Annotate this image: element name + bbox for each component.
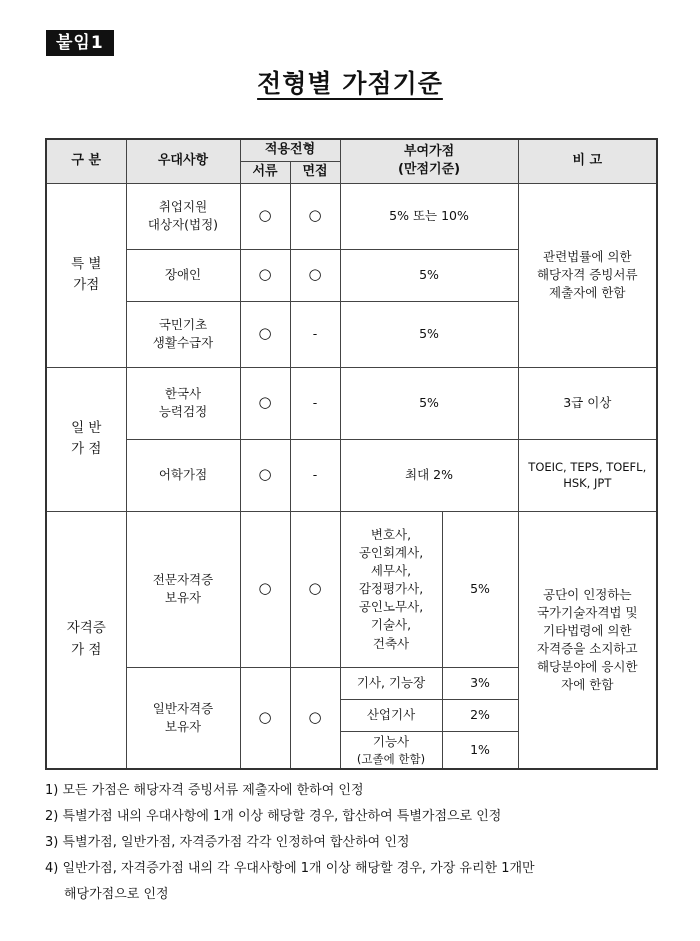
preference-cell: 국민기초 생활수급자: [126, 301, 240, 367]
points-cell: 1%: [442, 731, 518, 769]
preference-cell: 취업지원 대상자(법정): [126, 183, 240, 249]
header-category: 구 분: [46, 139, 126, 183]
page-title: 전형별 가점기준: [257, 69, 443, 98]
header-doc: 서류: [240, 161, 290, 183]
interview-mark: ○: [290, 249, 340, 301]
points-cell: 5%: [340, 301, 518, 367]
category-general: 일 반 가 점: [46, 367, 126, 511]
doc-mark: ○: [240, 367, 290, 439]
category-special: 특 별 가점: [46, 183, 126, 367]
header-points: 부여가점 (만점기준): [340, 139, 518, 183]
interview-mark: -: [290, 439, 340, 511]
license-name: 기능사 (고졸에 한함): [340, 731, 442, 769]
interview-mark: ○: [290, 667, 340, 769]
points-cell: 5% 또는 10%: [340, 183, 518, 249]
interview-mark: ○: [290, 511, 340, 667]
interview-mark: ○: [290, 183, 340, 249]
table-row: [46, 367, 657, 439]
doc-mark: ○: [240, 511, 290, 667]
doc-mark: ○: [240, 183, 290, 249]
table-row: [46, 439, 657, 511]
points-cell: 2%: [442, 699, 518, 731]
remark-cell: 관련법률에 의한 해당자격 증빙서류 제출자에 한함: [518, 183, 657, 367]
interview-mark: -: [290, 367, 340, 439]
remark-cell: 3급 이상: [518, 367, 657, 439]
interview-mark: -: [290, 301, 340, 367]
points-cell: 최대 2%: [340, 439, 518, 511]
note-item: 3) 특별가점, 일반가점, 자격증가점 각각 인정하여 합산하여 인정: [45, 835, 410, 850]
points-cell: 5%: [340, 367, 518, 439]
doc-mark: ○: [240, 249, 290, 301]
note-item: 2) 특별가점 내의 우대사항에 1개 이상 해당할 경우, 합산하여 특별가점으로 인정: [45, 809, 502, 824]
category-license: 자격증 가 점: [46, 511, 126, 769]
preference-cell: 전문자격증 보유자: [126, 511, 240, 667]
notes-list: [45, 778, 665, 908]
doc-mark: ○: [240, 439, 290, 511]
header-remarks: 비 고: [518, 139, 657, 183]
remark-cell: 공단이 인정하는 국가기술자격법 및 기타법령에 의한 자격증을 소지하고 해당분야에 응시한 자에 한함: [518, 511, 657, 769]
table-row: [46, 511, 657, 667]
preference-cell: 어학가점: [126, 439, 240, 511]
points-cell: 5%: [442, 511, 518, 667]
header-apply: 적용전형: [240, 139, 340, 161]
note-item: 4) 일반가점, 자격증가점 내의 각 우대사항에 1개 이상 해당할 경우, 가장 유리한 1개만: [45, 861, 535, 876]
license-name: 산업기사: [340, 699, 442, 731]
note-item: 해당가점으로 인정: [64, 887, 169, 902]
doc-mark: ○: [240, 667, 290, 769]
header-interview: 면접: [290, 161, 340, 183]
points-cell: 3%: [442, 667, 518, 699]
attachment-badge: 붙임1: [46, 30, 114, 56]
preference-cell: 일반자격증 보유자: [126, 667, 240, 769]
pro-license-list: 변호사, 공인회계사, 세무사, 감정평가사, 공인노무사, 기술사, 건축사: [340, 511, 442, 667]
table-row: [46, 183, 657, 249]
header-preference: 우대사항: [126, 139, 240, 183]
preference-cell: 한국사 능력검정: [126, 367, 240, 439]
note-item: 1) 모든 가점은 해당자격 증빙서류 제출자에 한하여 인정: [45, 783, 364, 798]
points-cell: 5%: [340, 249, 518, 301]
license-name: 기사, 기능장: [340, 667, 442, 699]
remark-cell: TOEIC, TEPS, TOEFL, HSK, JPT: [518, 439, 657, 511]
bonus-criteria-table: [45, 138, 658, 770]
doc-mark: ○: [240, 301, 290, 367]
preference-cell: 장애인: [126, 249, 240, 301]
